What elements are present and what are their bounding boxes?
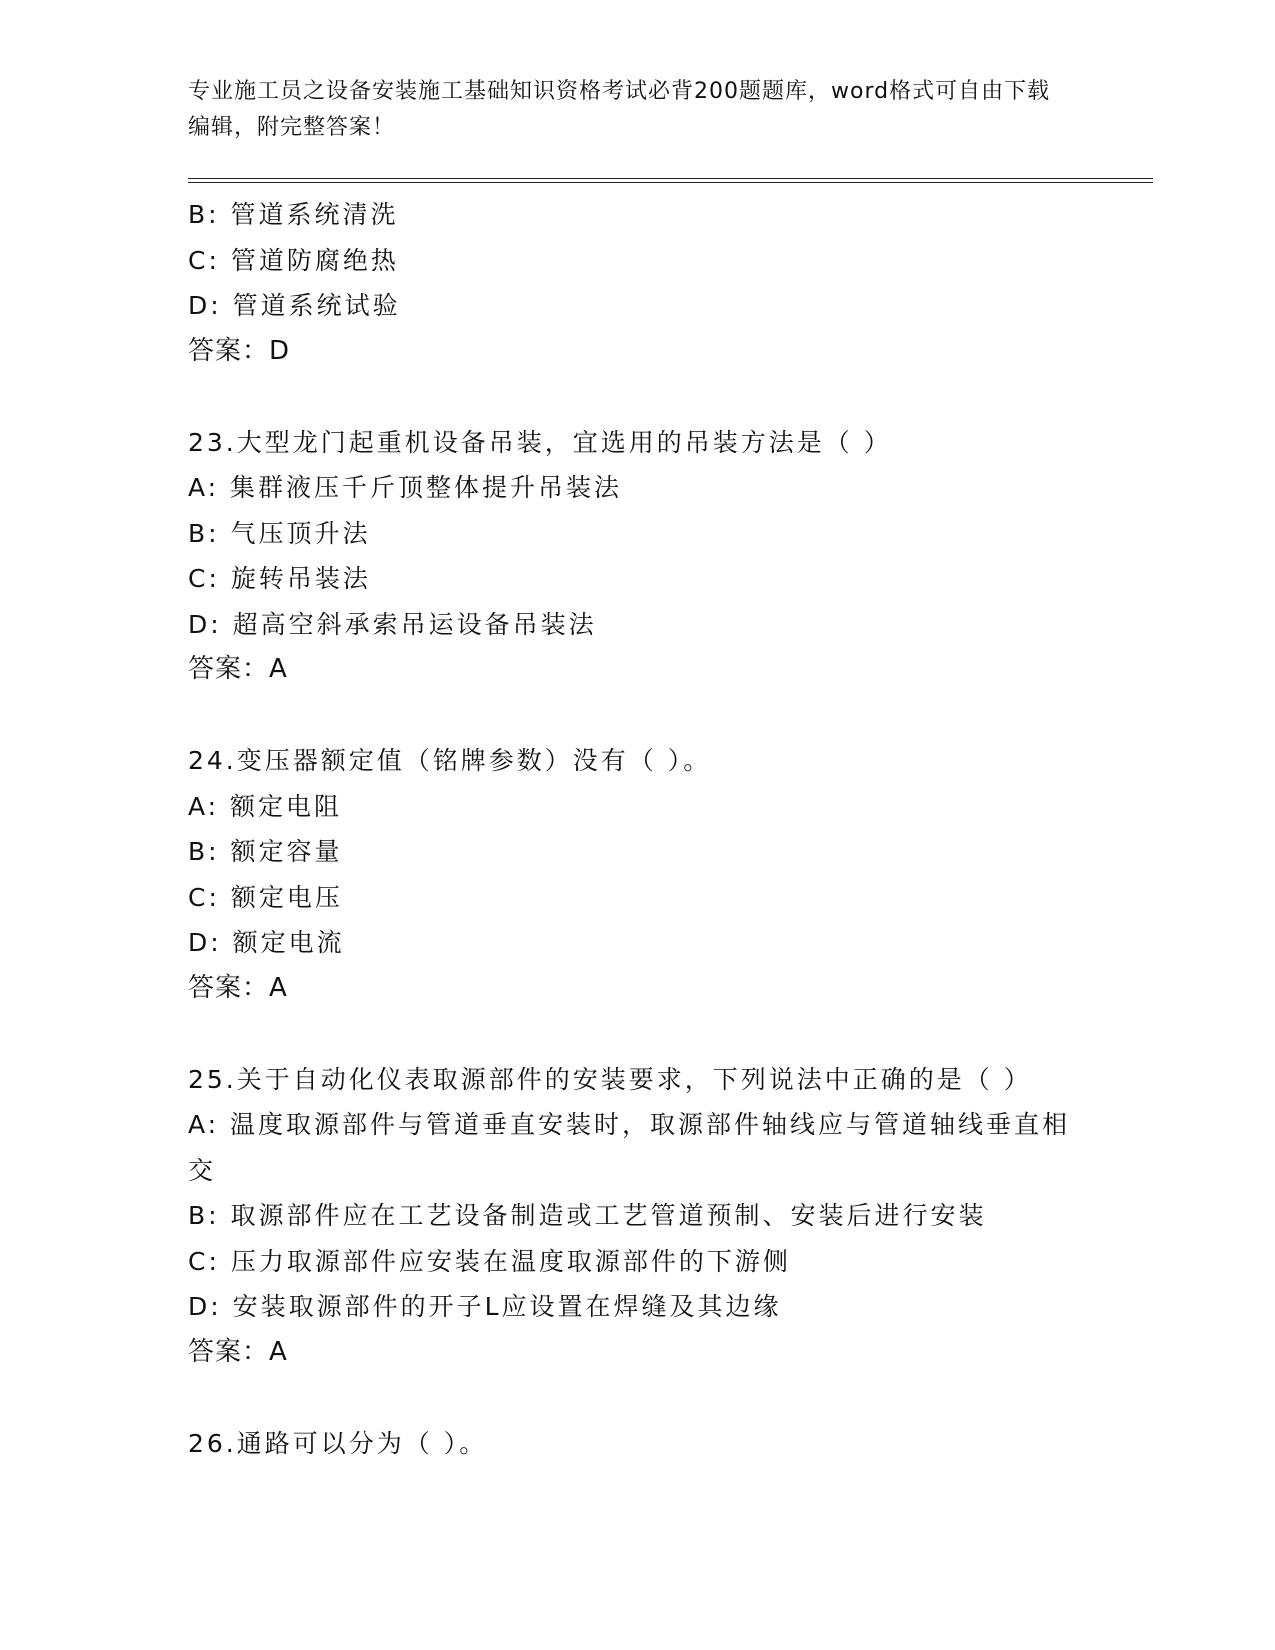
page-header: 专业施工员之设备安装施工基础知识资格考试必背200题题库，word格式可自由下载编辑，附完整答案！	[188, 79, 1051, 140]
option-a: A: 额定电阻	[188, 791, 343, 821]
question-text: 23.大型龙门起重机设备吊装，宜选用的吊装方法是（ ）	[188, 427, 892, 457]
option-c: C: 压力取源部件应安装在温度取源部件的下游侧	[188, 1246, 791, 1276]
option-d: D: 管道系统试验	[188, 291, 401, 320]
question-text: 25.关于自动化仪表取源部件的安装要求，下列说法中正确的是（ ）	[188, 1064, 1032, 1094]
question-list	[188, 192, 1088, 1466]
option-c: C: 管道防腐绝热	[188, 245, 399, 275]
option-d: D: 安装取源部件的开子L应设置在焊缝及其边缘	[188, 1292, 782, 1321]
question-block	[188, 1057, 1088, 1376]
option-a: A: 温度取源部件与管道垂直安装时，取源部件轴线应与管道轴线垂直相交	[188, 1110, 1071, 1185]
option-b: B: 额定容量	[188, 837, 343, 866]
option-b: B: 气压顶升法	[188, 518, 371, 548]
option-c: C: 旋转吊装法	[188, 564, 371, 593]
option-a: A: 集群液压千斤顶整体提升吊装法	[188, 473, 623, 502]
option-d: D: 额定电流	[188, 928, 345, 957]
option-c: C: 额定电压	[188, 882, 343, 912]
question-block	[188, 738, 1088, 1011]
option-d: D: 超高空斜承索吊运设备吊装法	[188, 609, 597, 639]
question-text: 24.变压器额定值（铭牌参数）没有（ ）。	[188, 746, 712, 775]
question-block	[188, 420, 1088, 693]
question-block	[188, 192, 1088, 374]
answer-line: 答案：A	[188, 1336, 288, 1367]
answer-line: 答案：D	[188, 335, 291, 366]
option-b: B: 取源部件应在工艺设备制造或工艺管道预制、安装后进行安装	[188, 1201, 987, 1230]
option-b: B: 管道系统清洗	[188, 200, 399, 229]
question-text: 26.通路可以分为（ ）。	[188, 1428, 488, 1458]
header-divider	[188, 178, 1153, 183]
answer-line: 答案：A	[188, 654, 288, 684]
question-block	[188, 1421, 1088, 1467]
answer-line: 答案：A	[188, 972, 288, 1003]
